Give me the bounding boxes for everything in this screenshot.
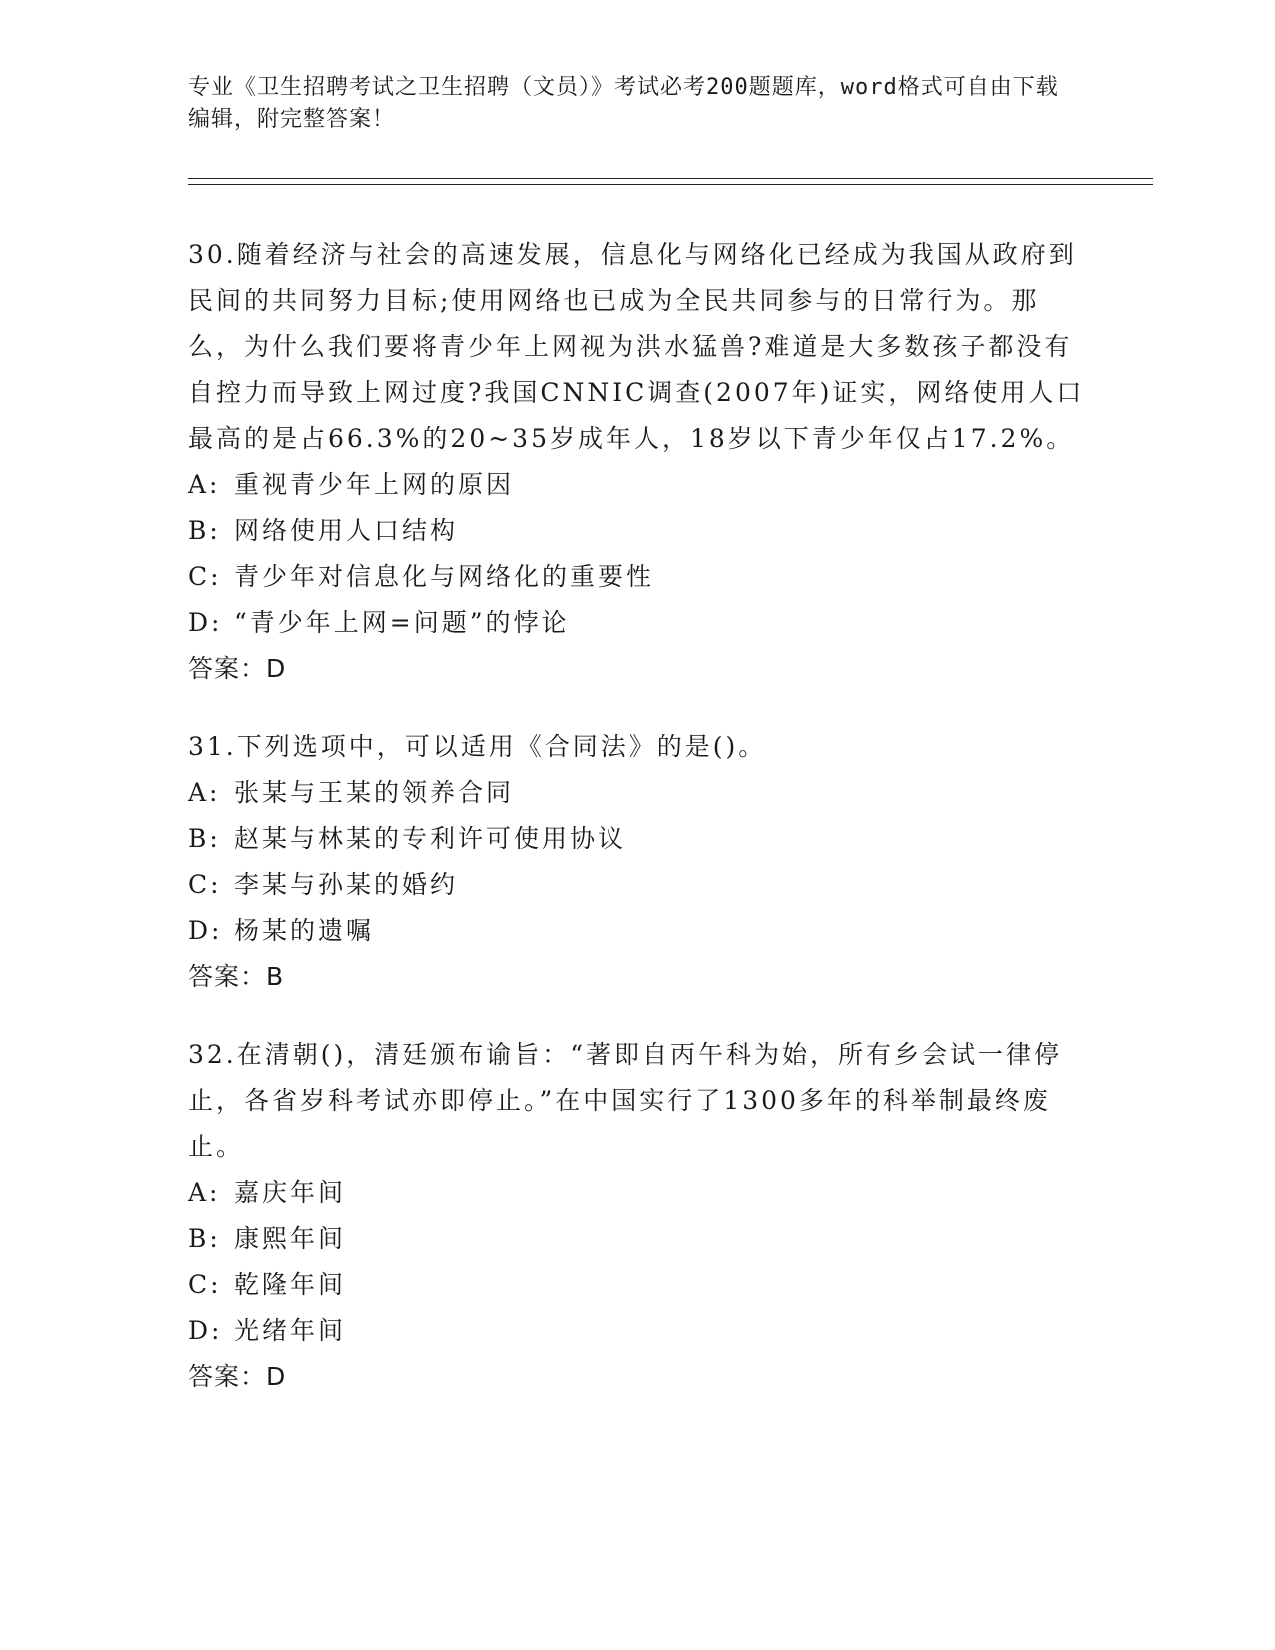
question-list (188, 232, 1088, 1432)
option-text: 青少年对信息化与网络化的重要性 (234, 562, 655, 591)
option-text: 网络使用人口结构 (234, 516, 459, 545)
option-a (188, 1170, 1088, 1216)
option-text: “青少年上网=问题”的悖论 (234, 608, 570, 637)
header-rule-top (188, 178, 1153, 179)
option-d (188, 1308, 1088, 1354)
document-header: 专业《卫生招聘考试之卫生招聘（文员）》考试必考200题题库，word格式可自由下载编辑，附完整答案！ (188, 75, 1059, 132)
header-rule-bottom (188, 184, 1153, 185)
question-text: 31.下列选项中，可以适用《合同法》的是()。 (188, 732, 767, 761)
option-b (188, 1216, 1088, 1262)
answer-line: 答案：D (188, 1362, 287, 1391)
question-30 (188, 232, 1088, 692)
option-b (188, 816, 1088, 862)
option-letter: B: (188, 1224, 221, 1253)
option-text: 赵某与林某的专利许可使用协议 (234, 824, 627, 853)
option-c (188, 554, 1088, 600)
option-b (188, 508, 1088, 554)
option-text: 康熙年间 (234, 1224, 347, 1253)
option-letter: B: (188, 516, 221, 545)
option-letter: B: (188, 824, 221, 853)
option-text: 杨某的遗嘱 (234, 916, 375, 945)
option-a (188, 770, 1088, 816)
question-text: 30.随着经济与社会的高速发展，信息化与网络化已经成为我国从政府到民间的共同努力目标;使用网络也已成为全民共同参与的日常行为。那么，为什么我们要将青少年上网视为洪水猛兽?难道是大多数孩子都没有自控力而导致上网过度?我国CNNIC调查(2007年)证实，网络使用人口最高的是占66.3%的20~35岁成年人，18岁以下青少年仅占17.2%。 (188, 240, 1085, 453)
option-d (188, 600, 1088, 646)
option-a (188, 462, 1088, 508)
option-letter: C: (188, 1270, 222, 1299)
option-text: 李某与孙某的婚约 (234, 870, 459, 899)
option-letter: A: (188, 1178, 221, 1207)
answer-line: 答案：B (188, 962, 285, 991)
option-text: 张某与王某的领养合同 (234, 778, 515, 807)
question-32 (188, 1032, 1088, 1400)
answer-line: 答案：D (188, 654, 287, 683)
option-text: 光绪年间 (234, 1316, 347, 1345)
option-letter: D: (188, 916, 223, 945)
option-letter: A: (188, 778, 221, 807)
option-letter: A: (188, 470, 221, 499)
question-text: 32.在清朝()，清廷颁布谕旨：“著即自丙午科为始，所有乡会试一律停止，各省岁科考试亦即停止。”在中国实行了1300多年的科举制最终废止。 (188, 1040, 1063, 1161)
option-letter: C: (188, 870, 222, 899)
option-text: 嘉庆年间 (234, 1178, 347, 1207)
question-31 (188, 724, 1088, 1000)
option-text: 重视青少年上网的原因 (234, 470, 515, 499)
option-c (188, 862, 1088, 908)
option-d (188, 908, 1088, 954)
option-letter: C: (188, 562, 222, 591)
option-letter: D: (188, 1316, 223, 1345)
option-c (188, 1262, 1088, 1308)
option-text: 乾隆年间 (234, 1270, 347, 1299)
option-letter: D: (188, 608, 223, 637)
